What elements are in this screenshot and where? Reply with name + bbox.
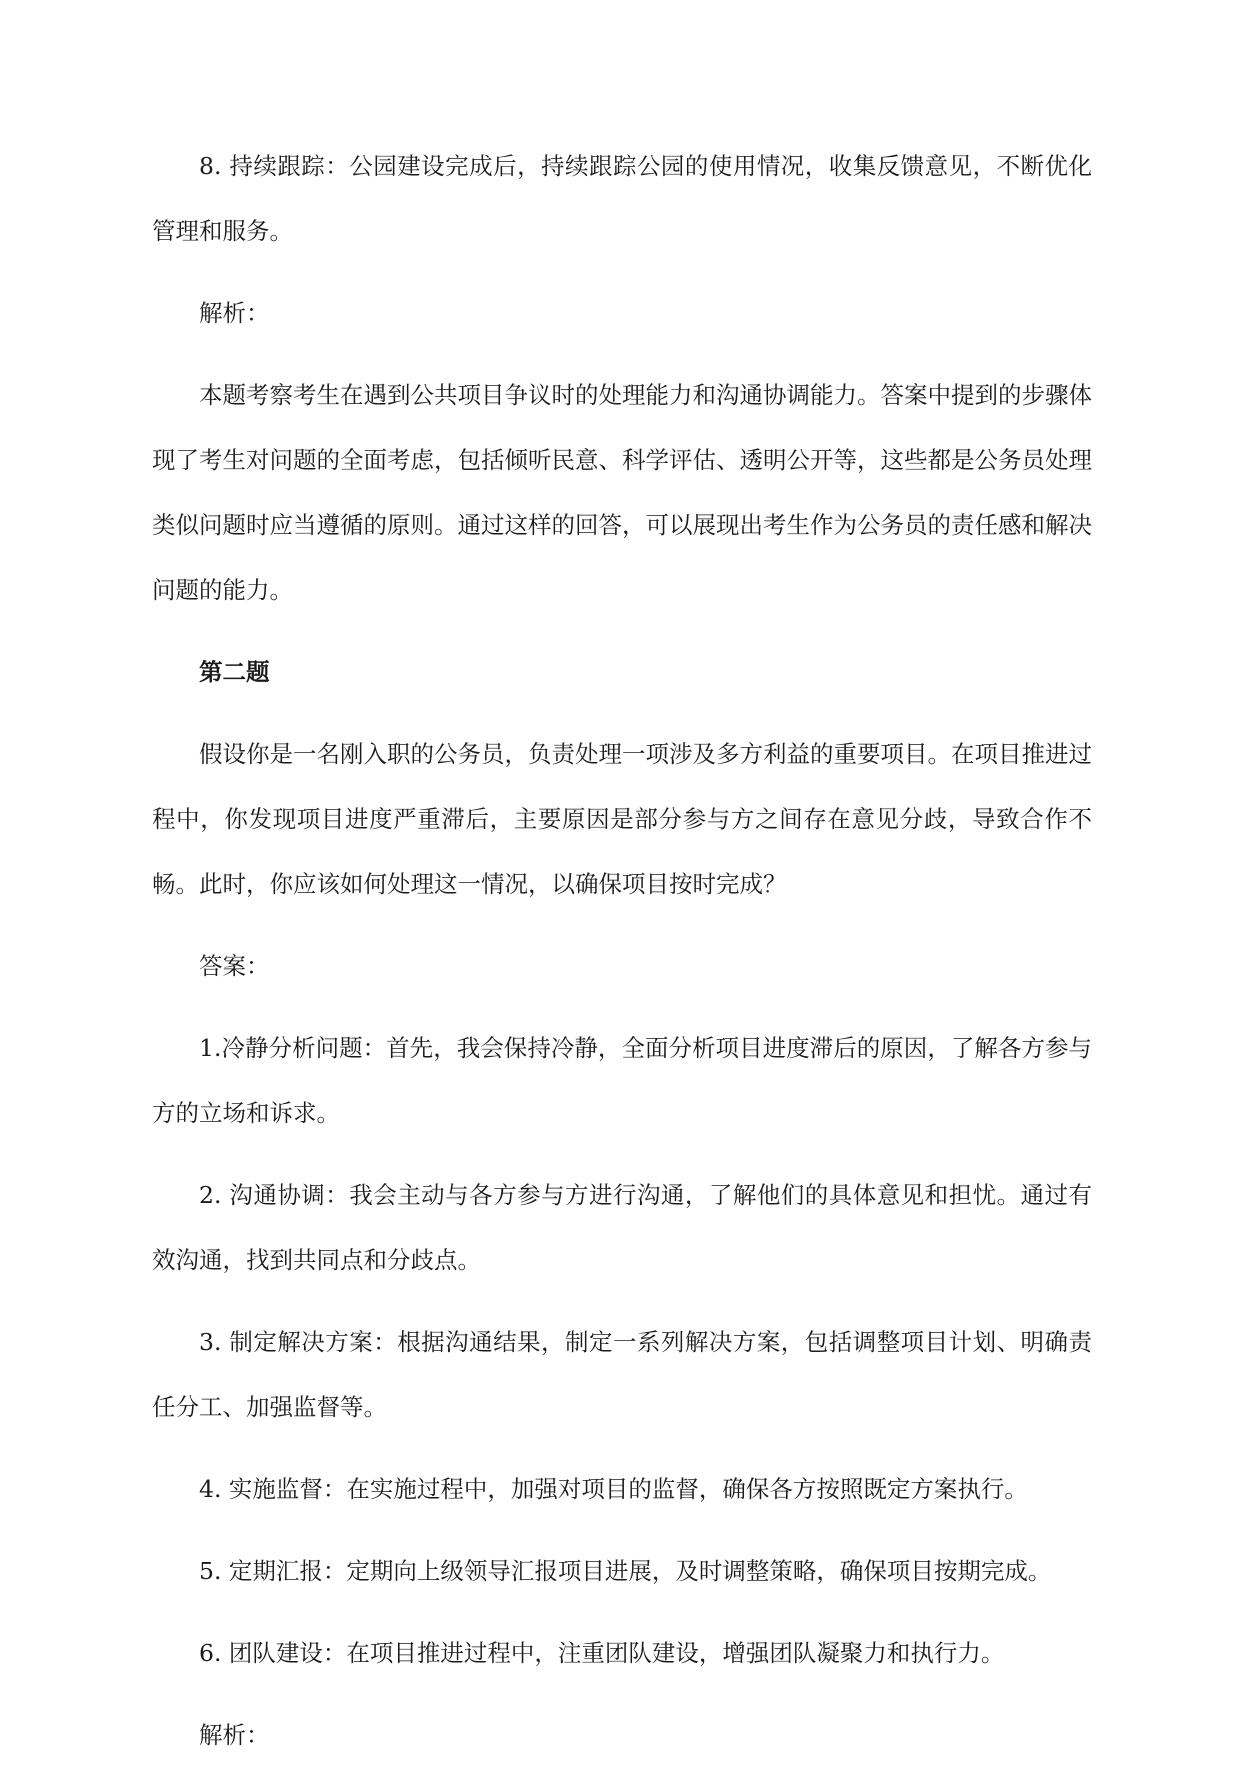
analysis-label-2: 解析： — [199, 1721, 270, 1749]
analysis-paragraph: 本题考察考生在遇到公共项目争议时的处理能力和沟通协调能力。答案中提到的步骤体现了考生对问题的全面考虑，包括倾听民意、科学评估、透明公开等，这些都是公务员处理类似问题时应当遵循的原则。通过这样的回答，可以展现出考生作为公务员的责任感和解决问题的能力。 — [152, 381, 1092, 604]
document-page — [152, 134, 1092, 1785]
answer-item-5: 5. 定期汇报：定期向上级领导汇报项目进展，及时调整策略，确保项目按期完成。 — [199, 1557, 1052, 1585]
section-heading-question-2: 第二题 — [199, 658, 270, 686]
answer-item-3: 3. 制定解决方案：根据沟通结果，制定一系列解决方案，包括调整项目计划、明确责任分工、加强监督等。 — [152, 1328, 1092, 1421]
answer-item-2: 2. 沟通协调：我会主动与各方参与方进行沟通，了解他们的具体意见和担忧。通过有效沟通，找到共同点和分歧点。 — [152, 1181, 1092, 1274]
answer-item-1: 1.冷静分析问题：首先，我会保持冷静，全面分析项目进度滞后的原因，了解各方参与方的立场和诉求。 — [152, 1034, 1092, 1127]
answer-item-4: 4. 实施监督：在实施过程中，加强对项目的监督，确保各方按照既定方案执行。 — [199, 1475, 1028, 1503]
analysis-label: 解析： — [199, 299, 270, 327]
paragraph-item-8-tracking: 8. 持续跟踪：公园建设完成后，持续跟踪公园的使用情况，收集反馈意见，不断优化管理和服务。 — [152, 152, 1092, 245]
answer-item-6: 6. 团队建设：在项目推进过程中，注重团队建设，增强团队凝聚力和执行力。 — [199, 1639, 1005, 1667]
answer-label: 答案： — [199, 952, 270, 980]
question-paragraph: 假设你是一名刚入职的公务员，负责处理一项涉及多方利益的重要项目。在项目推进过程中，你发现项目进度严重滞后，主要原因是部分参与方之间存在意见分歧，导致合作不畅。此时，你应该如何处理这一情况，以确保项目按时完成？ — [152, 740, 1092, 898]
